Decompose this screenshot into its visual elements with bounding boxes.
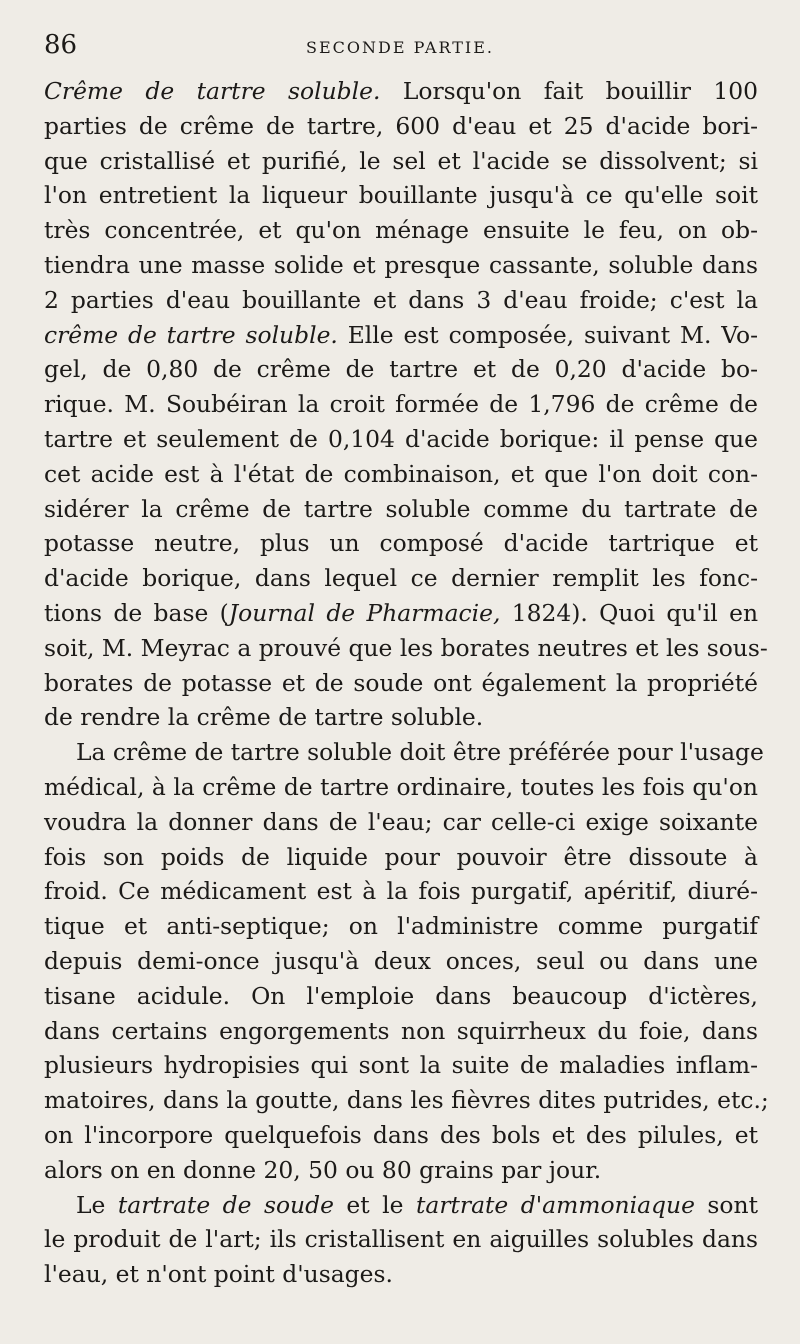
text-segment: très concentrée, et qu'on ménage ensuite le feu, on ob- xyxy=(44,216,758,245)
text-line xyxy=(44,1153,758,1188)
text-segment: depuis demi-once jusqu'à deux onces, seul ou dans une xyxy=(44,946,758,975)
text-segment: soit, M. Meyrac a prouvé que les borates neutres et les sous- xyxy=(44,633,768,662)
text-line xyxy=(44,944,758,979)
text-segment: rique. M. Soubéiran la croit formée de 1,796 de crême de xyxy=(44,390,758,419)
text-line xyxy=(44,457,758,492)
italic-text: Crême de tartre soluble. xyxy=(44,77,381,105)
text-line xyxy=(44,1222,758,1257)
text-segment: plusieurs hydropisies qui sont la suite de maladies inflam- xyxy=(44,1051,758,1080)
text-line xyxy=(44,561,758,596)
text-segment: borates de potasse et de soude ont également la propriété xyxy=(44,668,758,697)
text-line xyxy=(44,979,758,1014)
text-segment: gel, de 0,80 de crême de tartre et de 0,20 d'acide bo- xyxy=(44,355,758,384)
text-line xyxy=(44,666,758,701)
text-line xyxy=(44,1083,769,1118)
text-line xyxy=(44,909,758,944)
text-segment: de rendre la crême de tartre soluble. xyxy=(44,703,484,732)
text-line xyxy=(44,631,768,666)
text-segment: et le xyxy=(333,1190,416,1219)
paragraph xyxy=(44,735,769,1187)
text-line xyxy=(44,1048,758,1083)
text-line xyxy=(44,700,758,735)
text-segment: le produit de l'art; ils cristallisent en aiguilles solubles dans xyxy=(44,1225,758,1254)
text-line xyxy=(44,874,758,909)
text-segment: dans certains engorgements non squirrheux du foie, dans xyxy=(44,1016,758,1045)
text-line xyxy=(44,283,758,318)
text-line xyxy=(44,805,758,840)
text-segment: fois son poids de liquide pour pouvoir être dissoute à xyxy=(44,842,758,871)
body-text xyxy=(44,74,769,1292)
text-segment: tions de base ( xyxy=(44,598,229,627)
text-segment: cet acide est à l'état de combinaison, et que l'on doit con- xyxy=(44,459,758,488)
text-line xyxy=(44,1257,758,1292)
text-segment: on l'incorpore quelquefois dans des bols et des pilules, et xyxy=(44,1120,758,1149)
text-line xyxy=(44,248,758,283)
text-segment: sidérer la crême de tartre soluble comme du tartrate de xyxy=(44,494,758,523)
text-line xyxy=(44,422,758,457)
text-segment: Lorsqu'on fait bouillir 100 xyxy=(380,77,758,105)
text-segment: Le xyxy=(76,1190,118,1219)
text-line xyxy=(44,213,758,248)
text-segment: 1824). Quoi qu'il en xyxy=(500,598,759,627)
text-line xyxy=(44,840,758,875)
text-segment: parties de crême de tartre, 600 d'eau et 25 d'acide bori- xyxy=(44,111,758,140)
text-line xyxy=(44,387,758,422)
text-segment: tisane acidule. On l'emploie dans beaucoup d'ictères, xyxy=(44,981,758,1010)
text-line xyxy=(44,1118,758,1153)
text-line xyxy=(44,596,758,631)
text-segment: matoires, dans la goutte, dans les fièvres dites putrides, etc.; xyxy=(44,1086,769,1115)
page-header xyxy=(44,30,756,66)
running-head: SECONDE PARTIE. xyxy=(306,38,494,57)
text-line xyxy=(44,178,758,213)
text-line xyxy=(44,318,758,353)
page-number: 86 xyxy=(44,30,78,60)
text-segment: tique et anti-septique; on l'administre comme purgatif xyxy=(44,912,758,941)
text-segment: tiendra une masse solide et presque cassante, soluble dans xyxy=(44,250,758,279)
text-line xyxy=(44,352,758,387)
italic-text: tartrate d'ammoniaque xyxy=(415,1190,695,1219)
text-segment: La crême de tartre soluble doit être préférée pour l'usage xyxy=(76,738,764,767)
text-segment: voudra la donner dans de l'eau; car celle-ci exige soixante xyxy=(44,807,758,836)
italic-text: crême de tartre soluble. xyxy=(44,320,338,349)
text-line xyxy=(44,109,758,144)
text-line xyxy=(44,1188,758,1223)
text-segment: tartre et seulement de 0,104 d'acide borique: il pense que xyxy=(44,424,758,453)
text-segment: que cristallisé et purifié, le sel et l'acide se dissolvent; si xyxy=(44,146,758,175)
text-line xyxy=(44,526,758,561)
paragraph xyxy=(44,74,768,735)
text-segment: l'eau, et n'ont point d'usages. xyxy=(44,1260,393,1289)
text-line xyxy=(44,492,758,527)
italic-text: tartrate de soude xyxy=(117,1190,334,1219)
italic-text: Journal de Pharmacie, xyxy=(228,598,501,627)
text-line xyxy=(44,144,758,179)
text-line xyxy=(44,735,764,770)
text-line xyxy=(44,1014,758,1049)
text-segment: froid. Ce médicament est à la fois purgatif, apéritif, diuré- xyxy=(44,877,758,906)
text-segment: potasse neutre, plus un composé d'acide tartrique et xyxy=(44,529,758,558)
text-segment: alors on en donne 20, 50 ou 80 grains par jour. xyxy=(44,1155,602,1184)
paragraph xyxy=(44,1188,758,1292)
text-segment: l'on entretient la liqueur bouillante jusqu'à ce qu'elle soit xyxy=(44,181,758,210)
text-segment: sont xyxy=(694,1190,758,1219)
text-segment: médical, à la crême de tartre ordinaire, toutes les fois qu'on xyxy=(44,772,758,801)
text-segment: 2 parties d'eau bouillante et dans 3 d'eau froide; c'est la xyxy=(44,285,758,314)
text-segment: d'acide borique, dans lequel ce dernier remplit les fonc- xyxy=(44,564,758,593)
text-segment: Elle est composée, suivant M. Vo- xyxy=(337,320,758,349)
text-line xyxy=(44,770,758,805)
text-line xyxy=(44,74,758,109)
